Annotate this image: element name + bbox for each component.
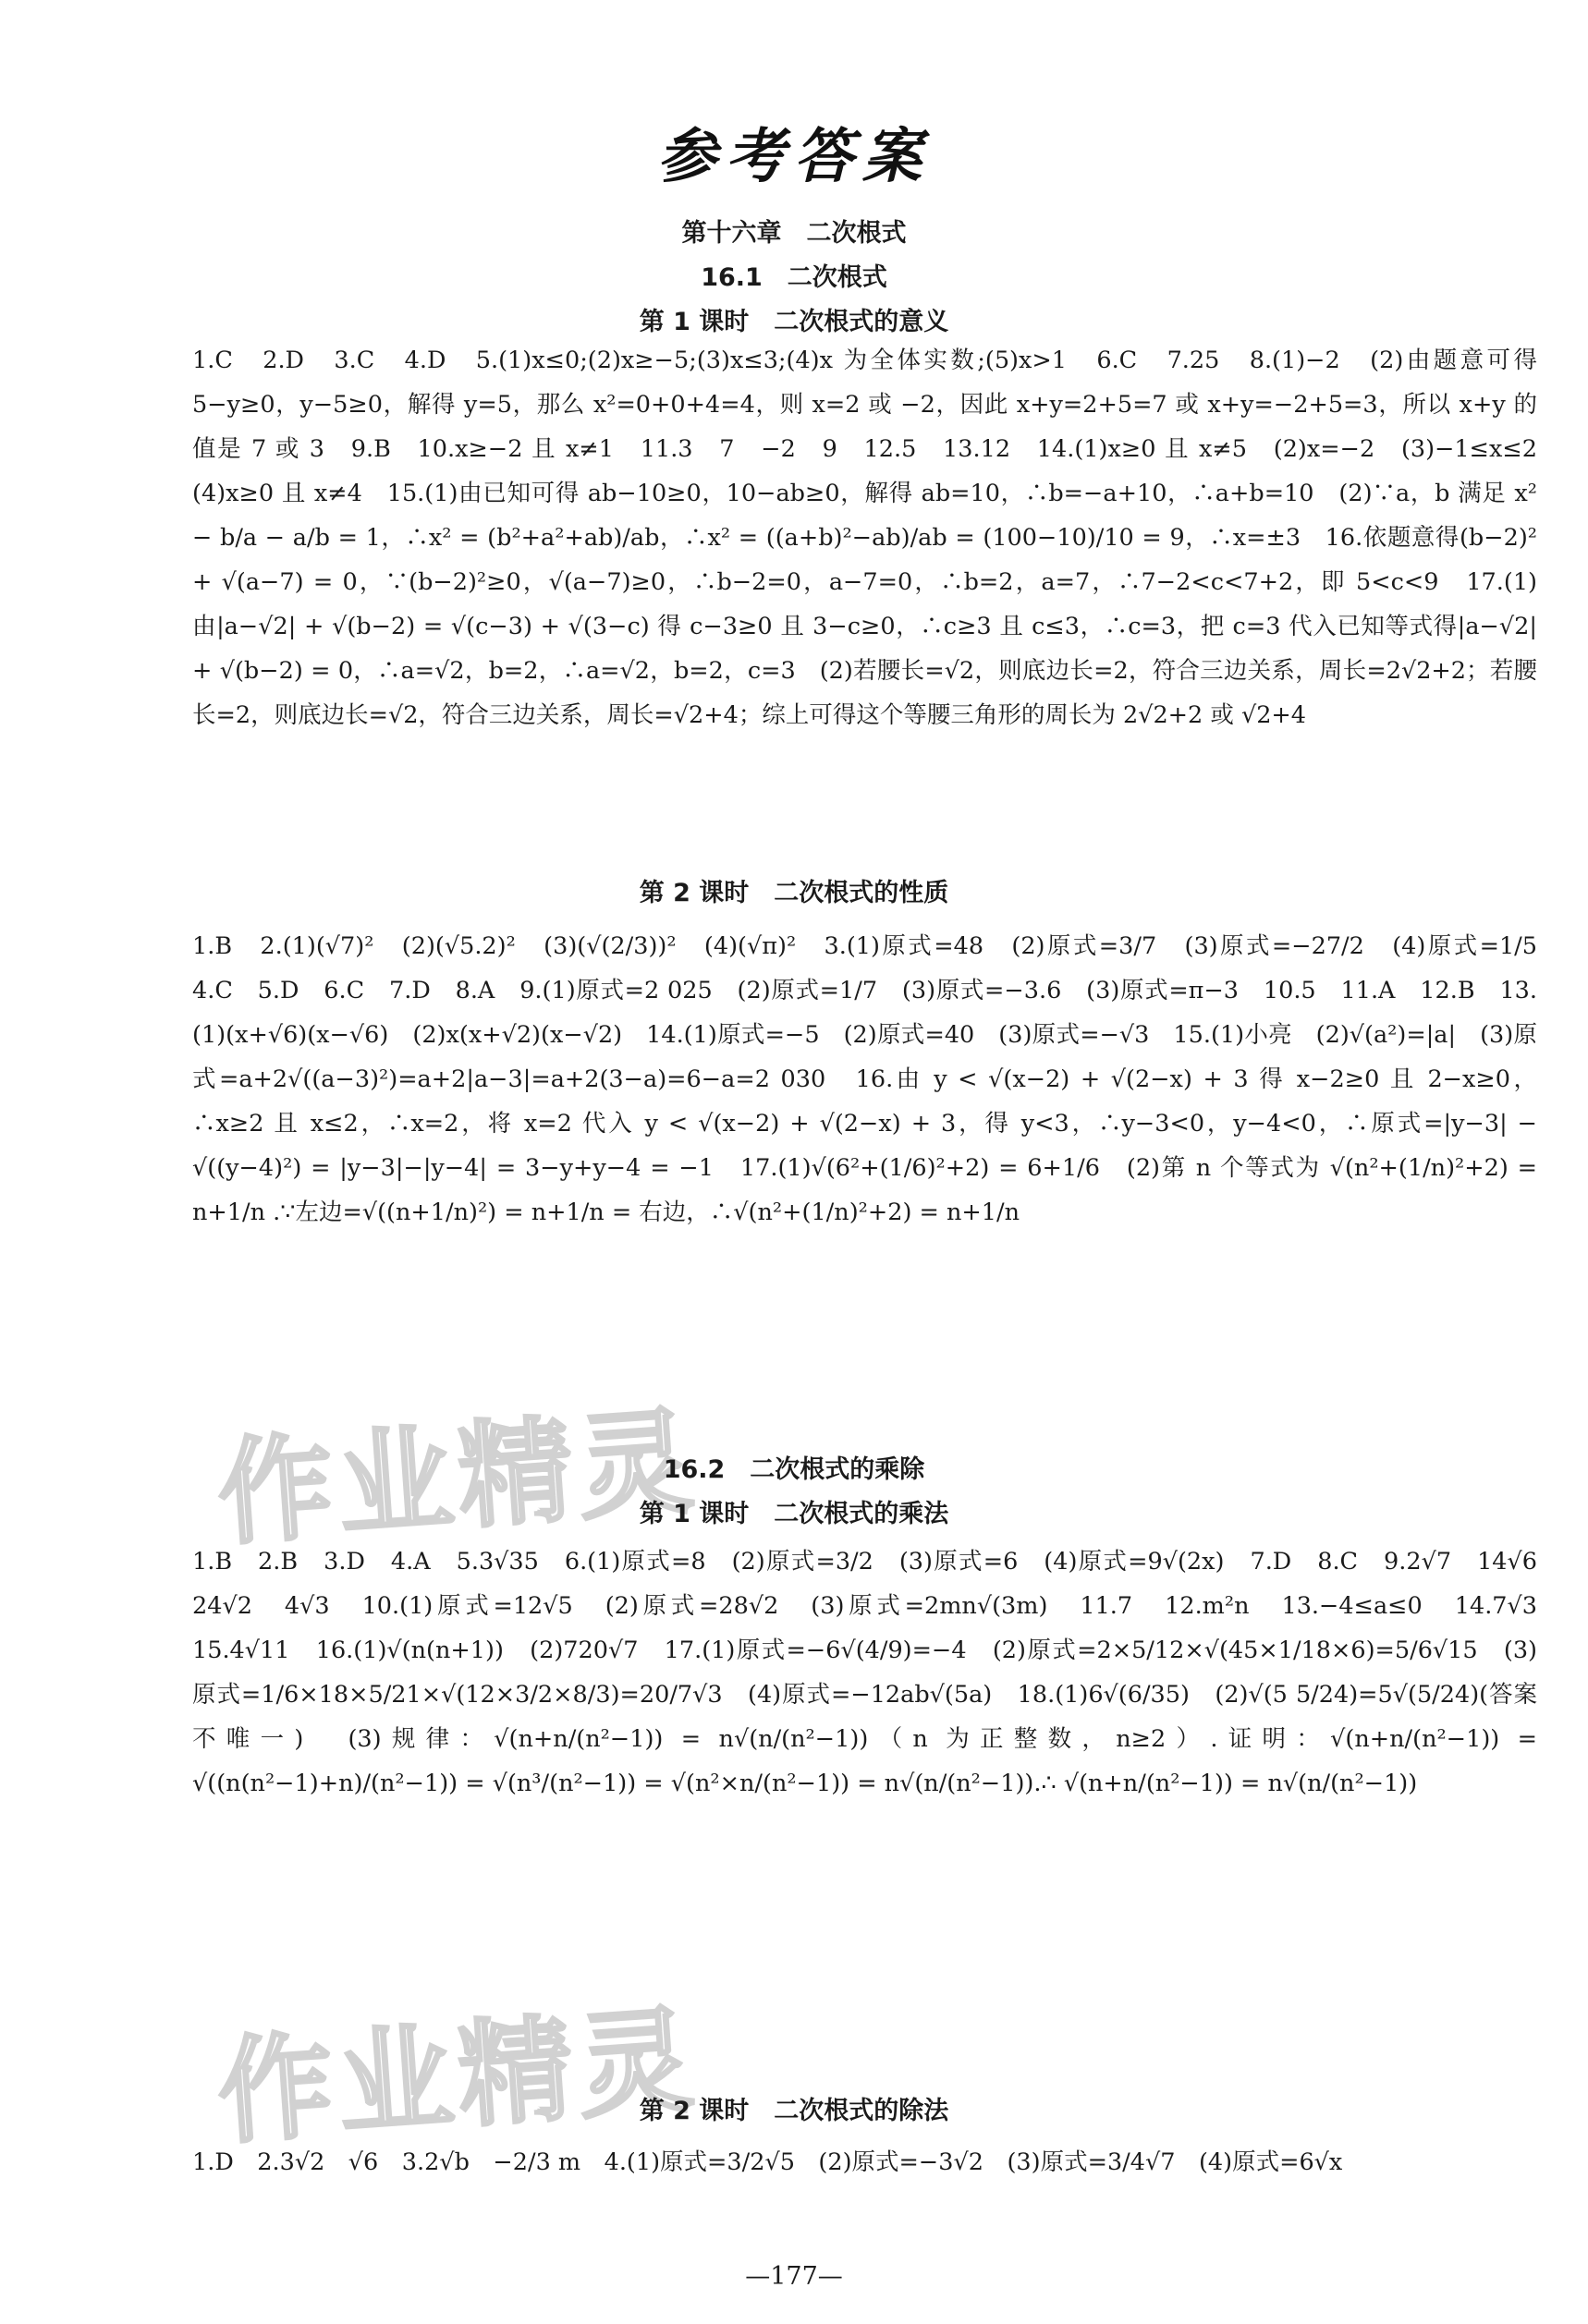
answers-16-2-lesson-1 (192, 1539, 1561, 1806)
answer-text: 1.B 2.(1)(√7)² (2)(√5.2)² (3)(√(2/3))² (4)(√π)² 3.(1)原式=48 (2)原式=3/7 (3)原式=−27/2 (4)原式=1/5 4.C 5.D 6.C 7.D 8.A 9.(1)原式=2 025 (2)原式=1/7 (3)原式=−3.6 (3)原式=π−3 10.5 11.A 12.B 13.(1)(x+√6)(x−√6) (2)x(x+√2)(x−√2) 14.(1)原式=−5 (2)原式=40 (3)原式=−√3 15.(1)小亮 (2)√(a²)=|a| (3)原式=a+2√((a−3)²)=a+2|a−3|=a+2(3−a)=6−a=2 030 16.由 y < √(x−2) + √(2−x) + 3 得 x−2≥0 且 2−x≥0，∴x≥2 且 x≤2，∴x=2，将 x=2 代入 y < √(x−2) + √(2−x) + 3，得 y<3，∴y−3<0，y−4<0，∴原式=|y−3| − √((y−4)²) = |y−3|−|y−4| = 3−y+y−4 = −1 17.(1)√(6²+(1/6)²+2) = 6+1/6 (2)第 n 个等式为 √(n²+(1/n)²+2) = n+1/n .∵左边=√((n+1/n)²) = n+1/n = 右边，∴√(n²+(1/n)²+2) = n+1/n (192, 932, 1561, 1226)
lesson-heading-16-2-1: 第 1 课时 二次根式的乘法 (639, 1500, 949, 1528)
answers-16-1-lesson-1 (192, 338, 1561, 737)
answer-text: 1.B 2.B 3.D 4.A 5.3√35 6.(1)原式=8 (2)原式=3/2 (3)原式=6 (4)原式=9√(2x) 7.D 8.C 9.2√7 14√6 24√2 4√3 10.(1)原式=12√5 (2)原式=28√2 (3)原式=2mn√(3m) 11.7 12.m²n 13.−4≤a≤0 14.7√3 15.4√11 16.(1)√(n(n+1)) (2)720√7 17.(1)原式=−6√(4/9)=−4 (2)原式=2×5/12×√(45×1/18×6)=5/6√15 (3)原式=1/6×18×5/21×√(12×3/2×8/3)=20/7√3 (4)原式=−12ab√(5a) 18.(1)6√(6/35) (2)√(5 5/24)=5√(5/24)(答案不唯一) (3)规律：√(n+n/(n²−1)) = n√(n/(n²−1))（n 为正整数，n≥2）.证明：√(n+n/(n²−1)) = √((n(n²−1)+n)/(n²−1)) = √(n³/(n²−1)) = √(n²×n/(n²−1)) = n√(n/(n²−1)).∴ √(n+n/(n²−1)) = n√(n/(n²−1)) (192, 1548, 1561, 1797)
watermark-logo-2: 作业精灵 (214, 1994, 703, 2160)
answers-16-2-lesson-2 (192, 2140, 1537, 2184)
lesson-heading-16-1-2: 第 2 课时 二次根式的性质 (639, 879, 949, 907)
section-heading-16-2: 16.2 二次根式的乘除 (663, 1455, 925, 1484)
answers-16-1-lesson-2 (192, 924, 1561, 1235)
chapter-heading: 第十六章 二次根式 (681, 219, 907, 248)
section-heading-16-1: 16.1 二次根式 (701, 263, 887, 292)
watermark-logo-1: 作业精灵 (214, 1395, 703, 1562)
answer-text: 1.D 2.3√2 √6 3.2√b −2/3 m 4.(1)原式=3/2√5 (2)原式=−3√2 (3)原式=3/4√7 (4)原式=6√x (192, 2148, 1343, 2176)
page-number: —177— (745, 2262, 843, 2291)
page-title: 参考答案 (657, 122, 931, 191)
lesson-heading-16-2-2: 第 2 课时 二次根式的除法 (639, 2097, 949, 2125)
answer-text: 1.C 2.D 3.C 4.D 5.(1)x≤0;(2)x≥−5;(3)x≤3;(4)x 为全体实数;(5)x>1 6.C 7.25 8.(1)−2 (2)由题意可得 5−y≥0，y−5≥0，解得 y=5，那么 x²=0+0+4=4，则 x=2 或 −2，因此 x+y=2+5=7 或 x+y=−2+5=3，所以 x+y 的值是 7 或 3 9.B 10.x≥−2 且 x≠1 11.3 7 −2 9 12.5 13.12 14.(1)x≥0 且 x≠5 (2)x=−2 (3)−1≤x≤2 (4)x≥0 且 x≠4 15.(1)由已知可得 ab−10≥0，10−ab≥0，解得 ab=10，∴b=−a+10，∴a+b=10 (2)∵a，b 满足 x² − b/a − a/b = 1，∴x² = (b²+a²+ab)/ab，∴x² = ((a+b)²−ab)/ab = (100−10)/10 = 9，∴x=±3 16.依题意得(b−2)² + √(a−7) = 0，∵(b−2)²≥0，√(a−7)≥0，∴b−2=0，a−7=0，∴b=2，a=7，∴7−2<c<7+2，即 5<c<9 17.(1)由|a−√2| + √(b−2) = √(c−3) + √(3−c) 得 c−3≥0 且 3−c≥0，∴c≥3 且 c≤3，∴c=3，把 c=3 代入已知等式得|a−√2| + √(b−2) = 0，∴a=√2，b=2，∴a=√2，b=2，c=3 (2)若腰长=√2，则底边长=2，符合三边关系，周长=2√2+2；若腰长=2，则底边长=√2，符合三边关系，周长=√2+4；综上可得这个等腰三角形的周长为 2√2+2 或 √2+4 (192, 347, 1561, 729)
lesson-heading-16-1-1: 第 1 课时 二次根式的意义 (639, 308, 949, 336)
